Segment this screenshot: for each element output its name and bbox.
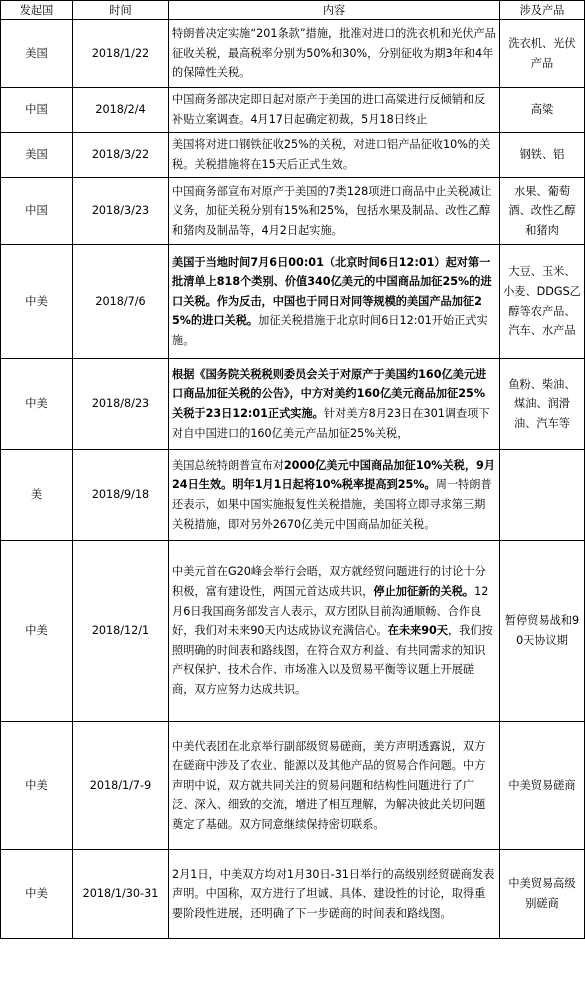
- table-row: [1, 541, 585, 722]
- cell-content: [169, 88, 500, 133]
- cell-initiator: 中美: [1, 359, 73, 450]
- content-bold-text: 美国于当地时间7月6日00:01（北京时间6日12:01）起对第一批清单上818个类别、价值340亿美元的中国商品加征25%的进口关税。作为反击，中国也于同日对同等规模的美国产品加征25%的进口关税。: [172, 255, 492, 328]
- table-row: [1, 178, 585, 245]
- header-content: 内容: [169, 1, 500, 20]
- cell-content: [169, 133, 500, 178]
- content-text: 美国将对进口钢铁征收25%的关税，对进口铝产品征收10%的关税。关税措施将在15天后正式生效。: [172, 138, 491, 171]
- table-row: [1, 722, 585, 850]
- cell-products: 钢铁、铝: [500, 133, 585, 178]
- cell-initiator: 中美: [1, 541, 73, 722]
- table-row: [1, 359, 585, 450]
- content-text: 中美元首在G20峰会举行会晤，双方就经贸问题进行的讨论十分积极，富有建设性，两国元首达成共识，: [172, 565, 486, 599]
- table-row: [1, 20, 585, 88]
- content-text: 中国商务部宣布对原产于美国的7类128项进口商品中止关税减让义务，加征关税分别有15%和25%，包括水果及制品、改性乙醇和猪肉及制品等，4月2日起实施。: [172, 184, 492, 237]
- content-bold-text: 停止加征新的关税。: [373, 585, 475, 599]
- cell-date: 2018/3/23: [73, 178, 169, 245]
- cell-products: 洗衣机、光伏产品: [500, 20, 585, 88]
- content-text: 美国总统特朗普宣布对: [172, 458, 284, 472]
- cell-content: [169, 359, 500, 450]
- header-date: 时间: [73, 1, 169, 20]
- cell-content: [169, 850, 500, 939]
- cell-date: 2018/9/18: [73, 450, 169, 541]
- header-products: 涉及产品: [500, 1, 585, 20]
- cell-initiator: 中美: [1, 722, 73, 850]
- header-initiator: 发起国: [1, 1, 73, 20]
- cell-initiator: 中国: [1, 88, 73, 133]
- content-text: 针对美方8月23日在301调查项下对自中国进口的160亿美元产品加征25%关税，: [172, 407, 490, 440]
- cell-content: [169, 20, 500, 88]
- cell-content: [169, 245, 500, 359]
- content-text: 加征关税措施于北京时间6日12:01开始正式实施。: [172, 314, 488, 347]
- table-row: [1, 450, 585, 541]
- cell-initiator: 美国: [1, 133, 73, 178]
- cell-products: 中美贸易高级别磋商: [500, 850, 585, 939]
- cell-products: 大豆、玉米、小麦、DDGS乙醇等农产品、汽车、水产品: [500, 245, 585, 359]
- cell-products: 鱼粉、柴油、煤油、润滑油、汽车等: [500, 359, 585, 450]
- content-bold-text: 根据《国务院关税税则委员会关于对原产于美国约160亿美元进口商品加征关税的公告》，中方对美约160亿美元商品加征25%关税于23日12:01正式实施。: [172, 367, 487, 420]
- cell-date: 2018/1/7-9: [73, 722, 169, 850]
- cell-products: 暂停贸易战和90天协议期: [500, 541, 585, 722]
- content-bold-text: 2000亿美元中国商品加征10%关税，9月24日生效。明年1月1日起将10%税率提高到25%。: [172, 458, 496, 492]
- cell-initiator: 美: [1, 450, 73, 541]
- cell-date: 2018/2/4: [73, 88, 169, 133]
- cell-products: [500, 450, 585, 541]
- content-text: 12月6日我国商务部发言人表示，双方团队目前沟通顺畅、合作良好，我们对未来90天内达成协议充满信心。: [172, 585, 489, 638]
- cell-content: [169, 450, 500, 541]
- cell-initiator: 中国: [1, 178, 73, 245]
- table-row: [1, 245, 585, 359]
- table-row: [1, 133, 585, 178]
- cell-products: 中美贸易磋商: [500, 722, 585, 850]
- content-text: 中美代表团在北京举行副部级贸易磋商，美方声明透露说，双方在磋商中涉及了农业、能源以及其他产品的贸易合作问题。中方声明中说，双方就共同关注的贸易问题和结构性问题进行了广泛、深入、细致的交流，增进了相互理解，为解决彼此关切问题奠定了基础。双方同意继续保持密切联系。: [172, 739, 486, 831]
- cell-products: 水果、葡萄酒、改性乙醇和猪肉: [500, 178, 585, 245]
- content-text: 中国商务部决定即日起对原产于美国的进口高粱进行反倾销和反补贴立案调查。4月17日起确定初裁，5月18日终止: [172, 93, 486, 126]
- cell-initiator: 美国: [1, 20, 73, 88]
- cell-products: 高粱: [500, 88, 585, 133]
- cell-content: [169, 178, 500, 245]
- cell-date: 2018/3/22: [73, 133, 169, 178]
- table-row: [1, 850, 585, 939]
- cell-initiator: 中美: [1, 850, 73, 939]
- cell-date: 2018/7/6: [73, 245, 169, 359]
- content-text: 周一特朗普还表示，如果中国实施报复性关税措施，美国将立即寻求第三期关税措施，即对另外2670亿美元中国商品加征关税。: [172, 478, 492, 531]
- cell-date: 2018/12/1: [73, 541, 169, 722]
- cell-date: 2018/8/23: [73, 359, 169, 450]
- cell-content: [169, 722, 500, 850]
- header-row: [1, 1, 585, 20]
- content-text: 2月1日，中美双方均对1月30日-31日举行的高级别经贸磋商发表声明。中国称，双方进行了坦诚、具体、建设性的讨论，取得重要阶段性进展，还明确了下一步磋商的时间表和路线图。: [172, 867, 495, 920]
- content-bold-text: 在未来90天: [387, 624, 448, 638]
- table-row: [1, 88, 585, 133]
- cell-date: 2018/1/30-31: [73, 850, 169, 939]
- cell-content: [169, 541, 500, 722]
- content-text: 特朗普决定实施“201条款”措施，批准对进口的洗衣机和光伏产品征收关税，最高税率分别为50%和30%，分别征收为期3年和4年的保障性关税。: [172, 27, 496, 80]
- cell-initiator: 中美: [1, 245, 73, 359]
- content-text: ，我们按照明确的时间表和路线图，在符合双方利益、有共同需求的知识产权保护、技术合作、市场准入以及贸易平衡等议题上开展磋商，双方应努力达成共识。: [172, 624, 493, 696]
- cell-date: 2018/1/22: [73, 20, 169, 88]
